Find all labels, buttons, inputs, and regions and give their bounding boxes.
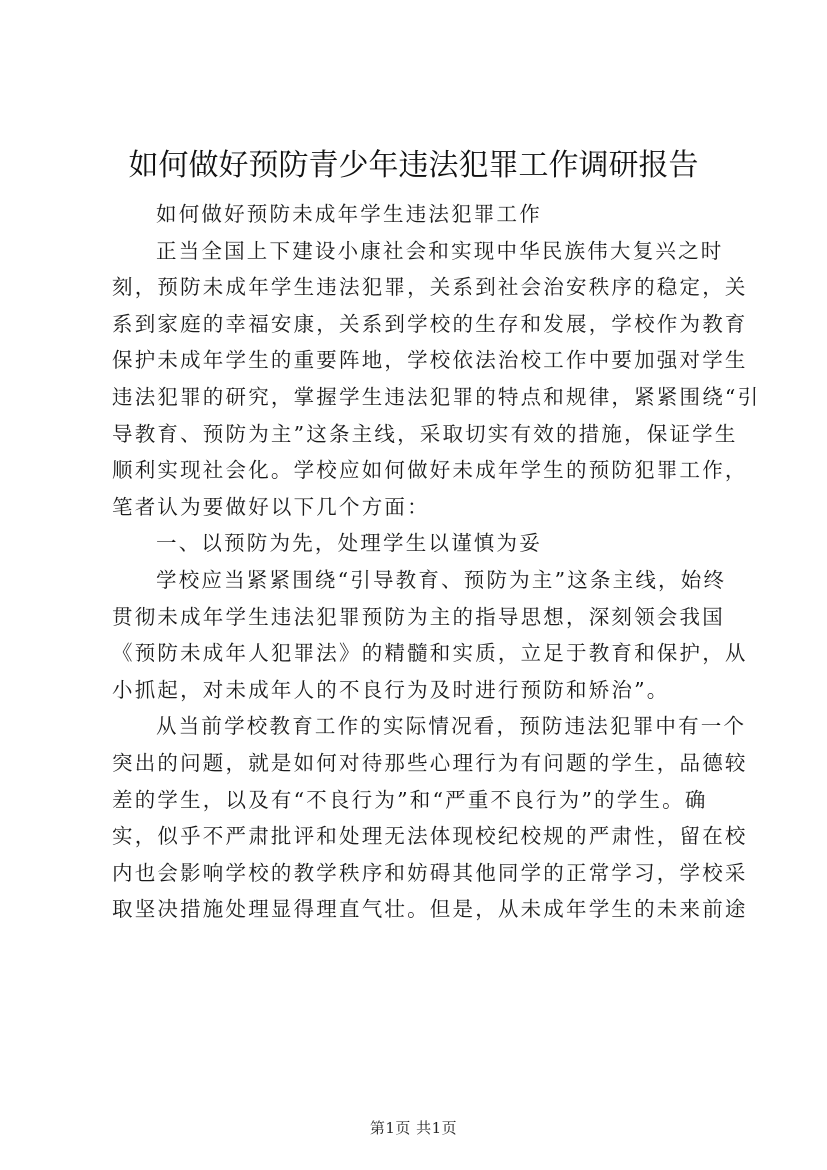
paragraph-line: 导教育、预防为主”这条主线，采取切实有效的措施，保证学生 [112,421,738,446]
paragraph-line: 笔者认为要做好以下几个方面： [112,494,430,519]
subtitle-line: 如何做好预防未成年学生违法犯罪工作 [156,202,542,226]
paragraph-line: 突出的问题，就是如何对待那些心理行为有问题的学生，品德较 [112,750,748,775]
paragraph-line: 贯彻未成年学生违法犯罪预防为主的指导思想，深刻领会我国 [112,604,725,629]
paragraph-line: 《预防未成年人犯罪法》的精髓和实质，立足于教育和保护，从 [112,641,748,666]
paragraph-line: 学校应当紧紧围绕“引导教育、预防为主”这条主线，始终 [156,567,727,592]
paragraph-line: 从当前学校教育工作的实际情况看，预防违法犯罪中有一个 [156,714,747,739]
page-footer: 第1页 共1页 [369,1119,458,1137]
paragraph-line: 系到家庭的幸福安康，关系到学校的生存和发展，学校作为教育 [112,311,748,336]
paragraph-line: 实，似乎不严肃批评和处理无法体现校纪校规的严肃性，留在校 [112,824,748,849]
section-heading: 一、以预防为先，处理学生以谨慎为妥 [156,531,542,556]
paragraph-line: 内也会影响学校的教学秩序和妨碍其他同学的正常学习，学校采 [112,860,748,885]
paragraph-line: 小抓起，对未成年人的不良行为及时进行预防和矫治”。 [112,677,670,702]
paragraph-line: 保护未成年学生的重要阵地，学校依法治校工作中要加强对学生 [112,348,748,373]
paragraph-line: 正当全国上下建设小康社会和实现中华民族伟大复兴之时 [156,238,724,263]
paragraph-line: 取坚决措施处理显得理直气壮。但是，从未成年学生的未来前途 [112,897,748,922]
paragraph-line: 刻，预防未成年学生违法犯罪，关系到社会治安秩序的稳定，关 [112,275,748,300]
paragraph-line: 违法犯罪的研究，掌握学生违法犯罪的特点和规律，紧紧围绕“引 [112,384,761,409]
paragraph-line: 顺利实现社会化。学校应如何做好未成年学生的预防犯罪工作， [112,458,748,483]
document-title: 如何做好预防青少年违法犯罪工作调研报告 [128,148,699,183]
document-body [112,196,761,928]
paragraph-line: 差的学生，以及有“不良行为”和“严重不良行为”的学生。确 [112,787,708,812]
